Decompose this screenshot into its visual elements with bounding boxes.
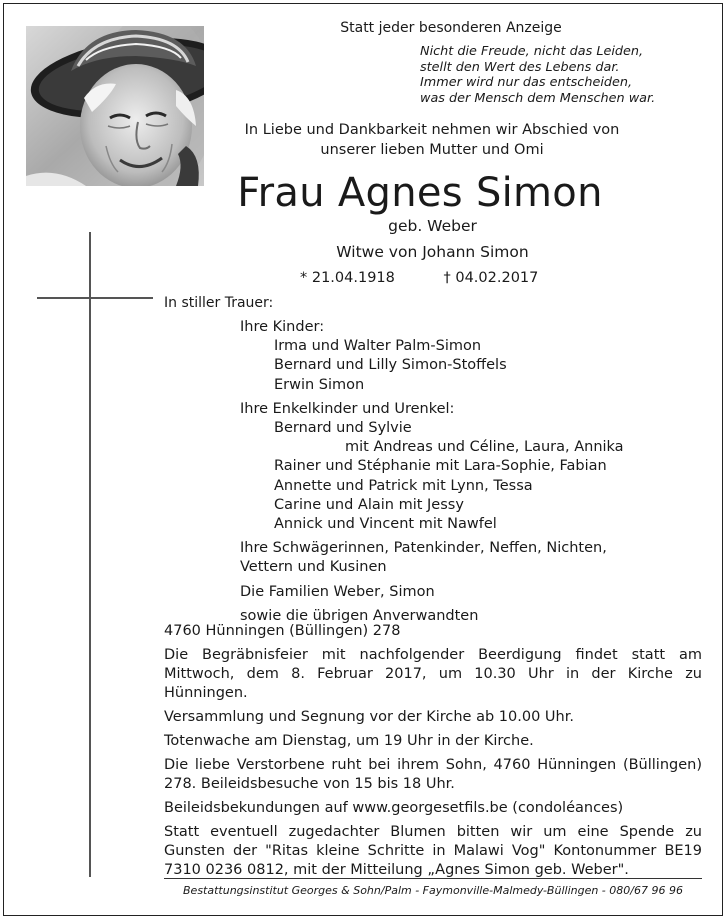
widow-of: Witwe von Johann Simon [336,243,529,261]
relatives-line: sowie die übrigen Anverwandten [240,607,479,624]
grandchildren-title: Ihre Enkelkinder und Urenkel: [240,400,455,417]
condolences-info: Beileidsbekundungen auf www.georgesetfils.be (condoléances) [164,800,624,816]
inlaws-line: Ihre Schwägerinnen, Patenkinder, Neffen, Nichten, [240,540,607,557]
inlaws-line: Vettern und Kusinen [240,559,387,576]
wake-info: Totenwache am Dienstag, um 19 Uhr in der Kirche. [164,733,534,749]
intro-line: In Liebe und Dankbarkeit nehmen wir Abschied von [244,122,620,138]
families-line: Die Familien Weber, Simon [240,583,435,600]
funeral-info: Die Begräbnisfeier mit nachfolgender Beerdigung findet statt am Mittwoch, dem 8. Februar 2017, um 10.30 Uhr in der Kirche zu Hünningen. [164,647,702,701]
gathering-info: Versammlung und Segnung vor der Kirche ab 10.00 Uhr. [164,709,574,725]
birth-date: * 21.04.1918 [300,270,395,286]
maiden-name: geb. Weber [388,217,477,235]
intro-text [210,120,654,160]
grandchild-entry: Annick und Vincent mit Nawfel [274,516,497,533]
child-entry: Bernard und Lilly Simon-Stoffels [274,357,507,374]
grandchild-entry: Rainer und Stéphanie mit Lara-Sophie, Fabian [274,458,607,475]
address: 4760 Hünningen (Büllingen) 278 [164,623,401,639]
quote-line: Immer wird nur das entscheiden, [420,75,633,91]
grandchild-entry: Bernard und Sylvie [274,420,412,437]
child-entry: Irma und Walter Palm-Simon [274,338,482,355]
memorial-quote [420,44,655,106]
portrait-image [26,26,204,186]
visitation-info: Die liebe Verstorbene ruht bei ihrem Sohn, 4760 Hünningen (Büllingen) 278. Beileidsbesuche von 15 bis 18 Uhr. [164,757,702,792]
child-entry: Erwin Simon [274,376,365,393]
quote-line: Nicht die Freude, nicht das Leiden, [420,44,644,59]
life-dates [300,270,538,286]
grandchild-entry: Annette und Patrick mit Lynn, Tessa [274,477,533,494]
children-title: Ihre Kinder: [240,319,325,335]
footer-divider [164,878,702,879]
mourners-label: In stiller Trauer: [164,295,274,311]
cross-horizontal-bar [37,297,153,299]
cross-vertical-bar [89,232,91,877]
notice-heading: Statt jeder besonderen Anzeige [340,20,562,36]
deceased-name: Frau Agnes Simon [237,170,603,216]
death-date: † 04.02.2017 [443,270,539,286]
donation-info: Statt eventuell zugedachter Blumen bitten wir um eine Spende zu Gunsten der "Ritas kleine Schritte in Malawi Vog" Kontonummer BE19 7310 0236 0812, mit der Mitteilung „Agnes Simon geb. Weber". [164,824,702,878]
quote-line: stellt den Wert des Lebens dar. [420,59,620,75]
undertaker-footer: Bestattungsinstitut Georges & Sohn/Palm - Faymonville-Malmedy-Büllingen - 080/67 96 96 [183,884,683,897]
portrait-photo [26,26,204,186]
grandchild-entry: Carine und Alain mit Jessy [274,496,464,513]
funeral-details [164,622,702,885]
mourners-list [240,318,624,626]
grandchild-entry: mit Andreas und Céline, Laura, Annika [345,439,624,456]
quote-line: was der Mensch dem Menschen war. [420,90,656,106]
intro-line: unserer lieben Mutter und Omi [320,142,544,158]
